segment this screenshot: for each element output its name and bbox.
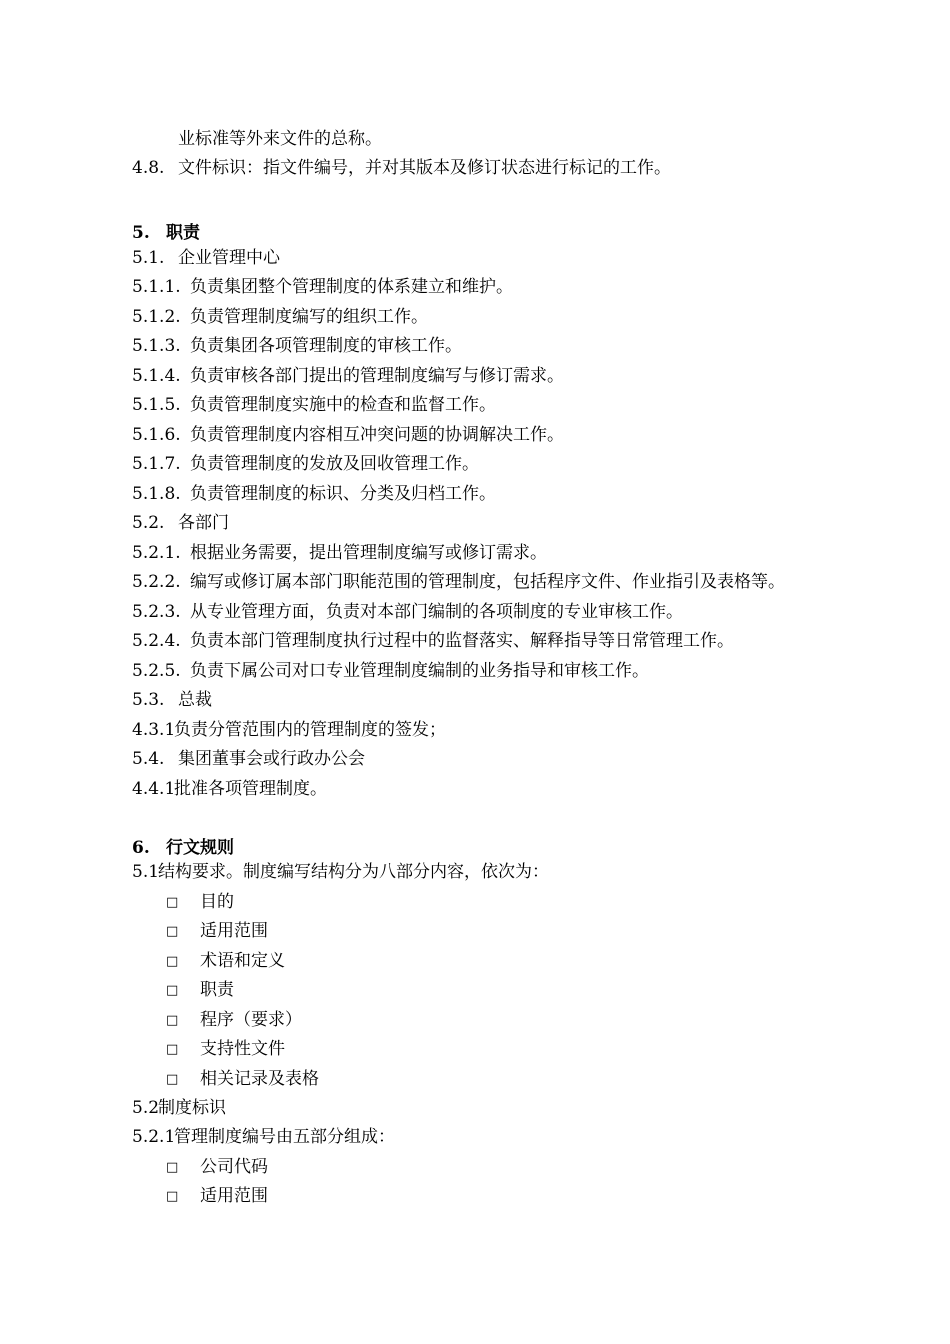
list-item: 5.1.6. 负责管理制度内容相互冲突问题的协调解决工作。 [132, 425, 564, 445]
bullet-text: 职责 [200, 980, 234, 1000]
checkbox-bullet-icon: □ [166, 983, 179, 998]
section-title: 职责 [166, 223, 200, 243]
list-item: 5.1.2. 负责管理制度编写的组织工作。 [132, 307, 428, 327]
list-item: 5.2.2. 编写或修订属本部门职能范围的管理制度，包括程序文件、作业指引及表格等。 [132, 572, 785, 592]
section-title: 行文规则 [166, 838, 234, 858]
checkbox-bullet-icon: □ [166, 1160, 179, 1175]
list-item: 5.2.1. 根据业务需要，提出管理制度编写或修订需求。 [132, 543, 547, 563]
bullet-text: 支持性文件 [200, 1039, 285, 1059]
item-4-8 [132, 157, 671, 179]
section-5-heading [132, 222, 200, 244]
list-item: 5.1.5. 负责管理制度实施中的检查和监督工作。 [132, 395, 496, 415]
bullet-text: 适用范围 [200, 1186, 268, 1206]
item-text: 文件标识：指文件编号，并对其版本及修订状态进行标记的工作。 [178, 158, 671, 178]
list-item: 5.2.4. 负责本部门管理制度执行过程中的监督落实、解释指导等日常管理工作。 [132, 631, 734, 651]
section-6-heading [132, 837, 234, 859]
checkbox-bullet-icon: □ [166, 924, 179, 939]
list-item: 5.2.3. 从专业管理方面，负责对本部门编制的各项制度的专业审核工作。 [132, 602, 683, 622]
list-item: 4.4.1批准各项管理制度。 [132, 779, 327, 799]
list-item: 5.1.1. 负责集团整个管理制度的体系建立和维护。 [132, 277, 513, 297]
list-item: 5.2.1管理制度编号由五部分组成： [132, 1127, 395, 1147]
list-item: 5.2制度标识 [132, 1098, 226, 1118]
list-item: 4.3.1负责分管范围内的管理制度的签发； [132, 720, 446, 740]
list-item: 5.3. 总裁 [132, 690, 212, 710]
bullet-text: 术语和定义 [200, 951, 285, 971]
bullet-text: 程序（要求） [200, 1010, 302, 1030]
list-item: 5.1.3. 负责集团各项管理制度的审核工作。 [132, 336, 462, 356]
bullet-text: 公司代码 [200, 1157, 268, 1177]
list-item: 5.4. 集团董事会或行政办公会 [132, 749, 365, 769]
bullet-text: 相关记录及表格 [200, 1069, 319, 1089]
checkbox-bullet-icon: □ [166, 954, 179, 969]
list-item: 5.1.8. 负责管理制度的标识、分类及归档工作。 [132, 484, 496, 504]
checkbox-bullet-icon: □ [166, 1072, 179, 1087]
item-number: 4.8. [132, 158, 165, 178]
list-item: 5.2.5. 负责下属公司对口专业管理制度编制的业务指导和审核工作。 [132, 661, 649, 681]
checkbox-bullet-icon: □ [166, 1189, 179, 1204]
list-item: 5.2. 各部门 [132, 513, 229, 533]
list-item: 5.1. 企业管理中心 [132, 248, 280, 268]
checkbox-bullet-icon: □ [166, 895, 179, 910]
checkbox-bullet-icon: □ [166, 1013, 179, 1028]
list-item: 5.1.4. 负责审核各部门提出的管理制度编写与修订需求。 [132, 366, 564, 386]
continuation-text: 业标准等外来文件的总称。 [178, 129, 382, 149]
section-number: 5. [132, 223, 150, 243]
section-number: 6. [132, 838, 150, 858]
checkbox-bullet-icon: □ [166, 1042, 179, 1057]
bullet-text: 目的 [200, 892, 234, 912]
list-item: 5.1.7. 负责管理制度的发放及回收管理工作。 [132, 454, 479, 474]
list-item: 5.1结构要求。制度编写结构分为八部分内容，依次为： [132, 862, 549, 882]
bullet-text: 适用范围 [200, 921, 268, 941]
